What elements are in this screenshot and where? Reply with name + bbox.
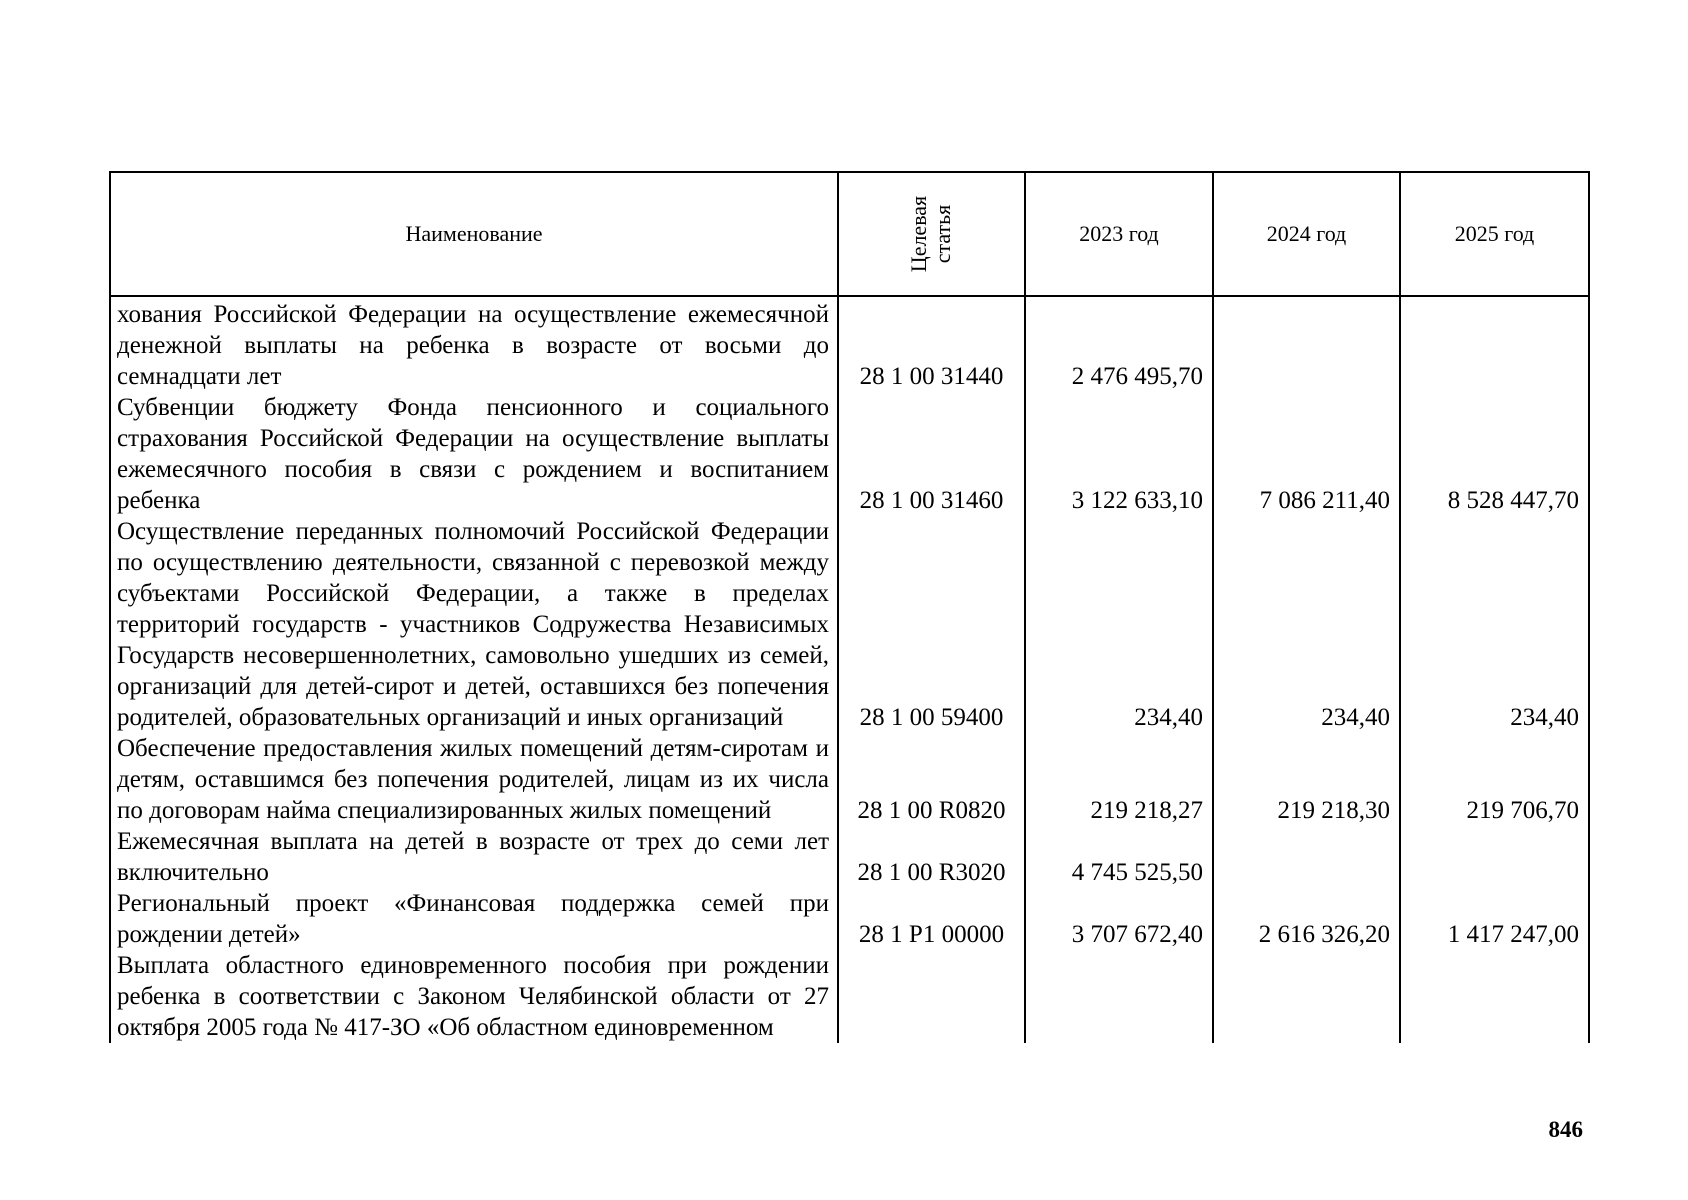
row-code: 28 1 00 59400 (838, 516, 1025, 733)
row-2023: 234,40 (1025, 516, 1213, 733)
budget-table (109, 171, 1590, 1043)
page-number: 846 (1548, 1117, 1583, 1142)
row-code: 28 1 P1 00000 (838, 888, 1025, 950)
row-2025 (1400, 296, 1589, 392)
row-2023 (1025, 950, 1213, 1043)
row-2024: 2 616 326,20 (1213, 888, 1400, 950)
row-2024 (1213, 826, 1400, 888)
row-name: Обеспечение предоставления жилых помещений детям-сиротам и детям, оставшимся без попечения родителей, лицам из их числа по договорам найма специализированных жилых помещений (110, 733, 838, 826)
row-2023: 3 707 672,40 (1025, 888, 1213, 950)
header-2023: 2023 год (1025, 172, 1213, 296)
table-row (110, 950, 1589, 1043)
row-code: 28 1 00 31440 (838, 296, 1025, 392)
row-name: Субвенции бюджету Фонда пенсионного и социального страхования Российской Федерации на осуществление выплаты ежемесячного пособия в связи с рождением и воспитанием ребенка (110, 392, 838, 516)
row-code: 28 1 00 R3020 (838, 826, 1025, 888)
row-code: 28 1 00 R0820 (838, 733, 1025, 826)
row-2023: 4 745 525,50 (1025, 826, 1213, 888)
row-2024: 7 086 211,40 (1213, 392, 1400, 516)
row-2024: 234,40 (1213, 516, 1400, 733)
row-name: Ежемесячная выплата на детей в возрасте от трех до семи лет включительно (110, 826, 838, 888)
row-2024 (1213, 950, 1400, 1043)
table-row (110, 733, 1589, 826)
row-2025: 1 417 247,00 (1400, 888, 1589, 950)
row-name: хования Российской Федерации на осуществление ежемесячной денежной выплаты на ребенка в возрасте от восьми до семнадцати лет (110, 296, 838, 392)
row-code: 28 1 00 31460 (838, 392, 1025, 516)
header-target-article (838, 172, 1025, 296)
header-target-line2: статья (930, 204, 956, 263)
table-row (110, 826, 1589, 888)
row-2024: 219 218,30 (1213, 733, 1400, 826)
header-2024: 2024 год (1213, 172, 1400, 296)
table-row (110, 392, 1589, 516)
row-name: Осуществление переданных полномочий Российской Федерации по осуществлению деятельности, связанной с перевозкой между субъектами Российской Федерации, а также в пределах территорий государств - участников Содружества Независимых Государств несовершеннолетних, самовольно ушедших из семей, организаций для детей-сирот и детей, оставшихся без попечения родителей, образовательных организаций и иных организаций (110, 516, 838, 733)
row-name: Выплата областного единовременного пособия при рождении ребенка в соответствии с Законом Челябинской области от 27 октября 2005 года № 417-ЗО «Об областном единовременном (110, 950, 838, 1043)
table-row (110, 888, 1589, 950)
row-2024 (1213, 296, 1400, 392)
header-name: Наименование (110, 172, 838, 296)
row-2025: 234,40 (1400, 516, 1589, 733)
header-2025: 2025 год (1400, 172, 1589, 296)
row-2025: 219 706,70 (1400, 733, 1589, 826)
row-code (838, 950, 1025, 1043)
row-2025 (1400, 950, 1589, 1043)
row-2023: 219 218,27 (1025, 733, 1213, 826)
row-2023: 3 122 633,10 (1025, 392, 1213, 516)
row-name: Региональный проект «Финансовая поддержка семей при рождении детей» (110, 888, 838, 950)
table-header-row (110, 172, 1589, 296)
row-2023: 2 476 495,70 (1025, 296, 1213, 392)
header-target-line1: Целевая (906, 195, 932, 272)
table-row (110, 516, 1589, 733)
row-2025 (1400, 826, 1589, 888)
row-2025: 8 528 447,70 (1400, 392, 1589, 516)
table-row (110, 296, 1589, 392)
